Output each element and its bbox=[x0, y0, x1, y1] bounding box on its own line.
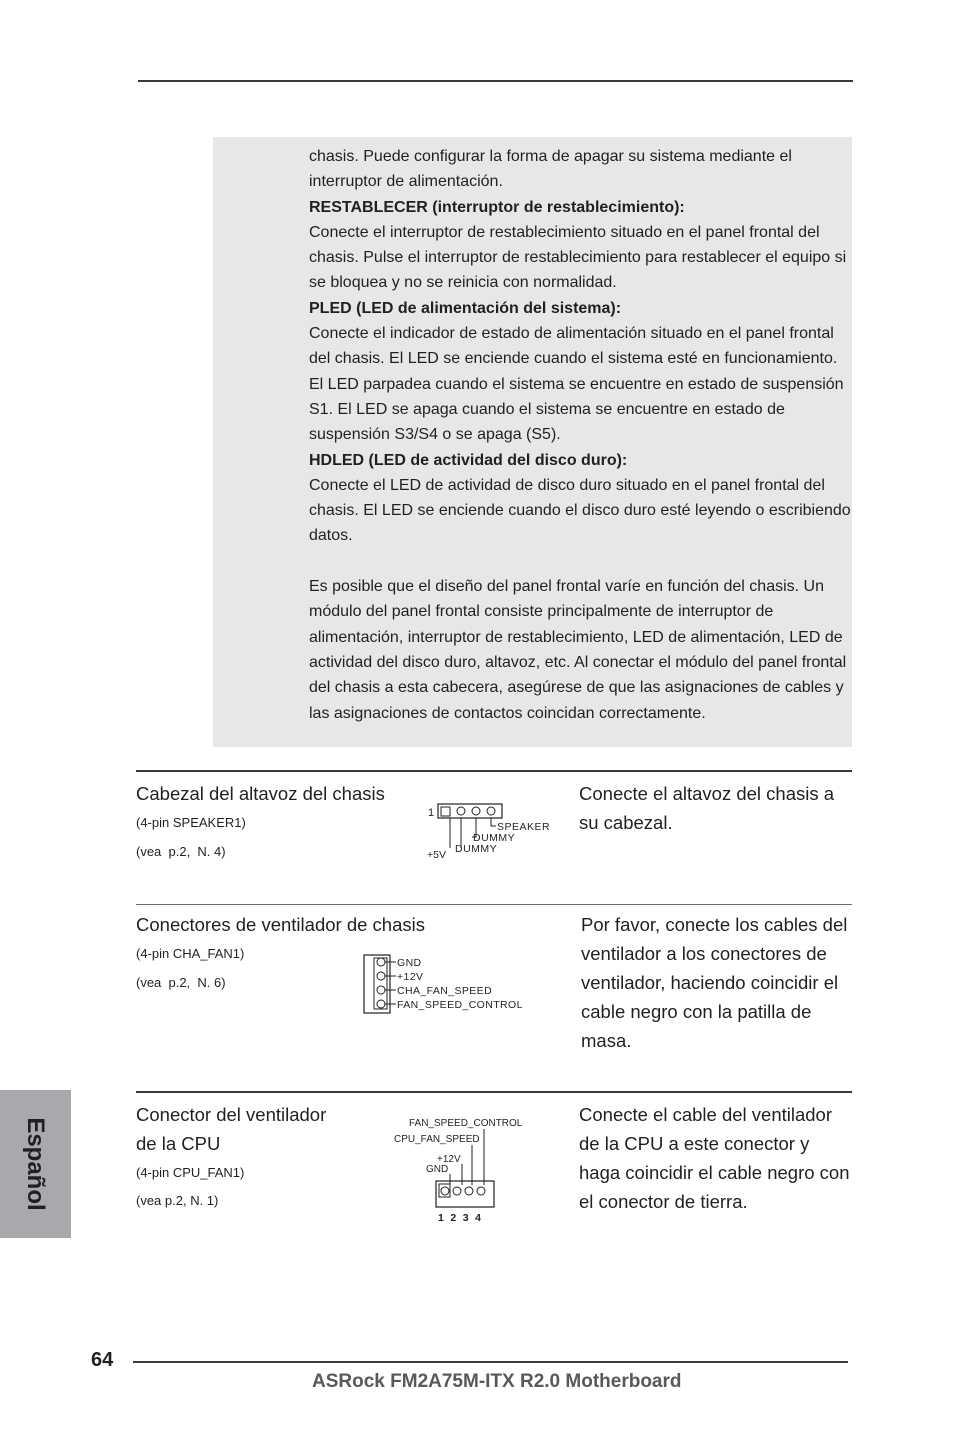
footer-rule bbox=[133, 1361, 848, 1363]
heading-pled: PLED (LED de alimentación del sistema): bbox=[309, 299, 622, 317]
pin-label-gnd: GND bbox=[397, 957, 422, 969]
pin-label-12v: +12V bbox=[397, 971, 424, 983]
pin-label-12v: +12V bbox=[437, 1154, 461, 1165]
info-box-text bbox=[309, 144, 854, 726]
chafan-pin-diagram bbox=[360, 951, 530, 1015]
cpufan-title: Conector del ventilador de la CPU bbox=[136, 1104, 327, 1154]
pin-label-dummy-2: DUMMY bbox=[455, 843, 498, 855]
section-rule-speaker bbox=[136, 770, 852, 772]
chafan-description: Por favor, conecte los cables del ventilador a los conectores de ventilador, haciendo coincidir el cable negro con la patilla de masa. bbox=[581, 914, 848, 1051]
language-tab-label: Español bbox=[22, 1117, 49, 1211]
speaker-pin-diagram bbox=[420, 798, 560, 862]
pin1-label: 1 bbox=[428, 807, 435, 819]
chafan-pin: (4-pin CHA_FAN1) bbox=[136, 946, 245, 961]
heading-hdled: HDLED (LED de actividad del disco duro): bbox=[309, 451, 628, 469]
section-rule-cpufan bbox=[136, 1091, 852, 1093]
pin-label-speaker: SPEAKER bbox=[497, 821, 551, 833]
section-rule-chafan bbox=[136, 904, 852, 905]
pin-label-cha-fan-speed: CHA_FAN_SPEED bbox=[397, 985, 493, 997]
speaker-ref: (vea p.2, N. 4) bbox=[136, 844, 226, 859]
pin-label-fan-speed-control: FAN_SPEED_CONTROL bbox=[397, 999, 523, 1011]
cpufan-pin: (4-pin CPU_FAN1) bbox=[136, 1165, 245, 1180]
page-number: 64 bbox=[91, 1349, 114, 1371]
pin-label-5v: +5V bbox=[427, 849, 446, 861]
paragraph-reset: Conecte el interruptor de restablecimiento situado en el panel frontal del chasis. Pulse el interruptor de restablecimiento para restablecer el equipo si se bloquea y no se reinicia con normalidad. bbox=[309, 223, 847, 292]
chafan-ref: (vea p.2, N. 6) bbox=[136, 975, 226, 990]
pin-label-gnd: GND bbox=[426, 1164, 449, 1175]
speaker-title: Cabezal del altavoz del chasis bbox=[136, 783, 385, 804]
pin-numbers: 1 2 3 4 bbox=[438, 1212, 483, 1224]
paragraph-power: chasis. Puede configurar la forma de apagar su sistema mediante el interruptor de alimentación. bbox=[309, 148, 792, 191]
speaker-pin: (4-pin SPEAKER1) bbox=[136, 815, 246, 830]
cpufan-description: Conecte el cable del ventilador de la CPU a este conector y haga coincidir el cable negro con el conector de tierra. bbox=[579, 1104, 850, 1212]
pin-label-cpu-fan-speed: CPU_FAN_SPEED bbox=[394, 1134, 480, 1145]
cpufan-pin-diagram bbox=[390, 1112, 530, 1228]
speaker-description: Conecte el altavoz del chasis a su cabezal. bbox=[579, 783, 835, 833]
pin-label-dummy-1: DUMMY bbox=[473, 832, 516, 844]
paragraph-pled: Conecte el indicador de estado de alimentación situado en el panel frontal del chasis. El LED se enciende cuando el sistema esté en funcionamiento. El LED parpadea cuando el sistema se encuentre en estado de suspensión S1. El LED se apaga cuando el sistema se encuentre en estado de suspensión S3/S4 o se apaga (S5). bbox=[309, 325, 844, 444]
pin-label-fan-speed-control: FAN_SPEED_CONTROL bbox=[409, 1118, 523, 1129]
paragraph-hdled: Conecte el LED de actividad de disco duro situado en el panel frontal del chasis. El LED se enciende cuando el disco duro esté leyendo o escribiendo datos. bbox=[309, 476, 851, 545]
cpufan-ref: (vea p.2, N. 1) bbox=[136, 1193, 219, 1208]
chafan-title: Conectores de ventilador de chasis bbox=[136, 914, 425, 935]
paragraph-note: Es posible que el diseño del panel frontal varíe en función del chasis. Un módulo del panel frontal consiste principalmente de interruptor de alimentación, interruptor de restablecimiento, LED de alimentación, LED de actividad del disco duro, altavoz, etc. Al conectar el módulo del panel frontal del chasis a esta cabecera, asegúrese de que las asignaciones de cables y las asignaciones de contactos coincidan correctamente. bbox=[309, 578, 847, 722]
footer-title: ASRock FM2A75M-ITX R2.0 Motherboard bbox=[312, 1371, 682, 1392]
heading-reset: RESTABLECER (interruptor de restablecimiento): bbox=[309, 198, 685, 216]
top-rule bbox=[138, 80, 853, 82]
